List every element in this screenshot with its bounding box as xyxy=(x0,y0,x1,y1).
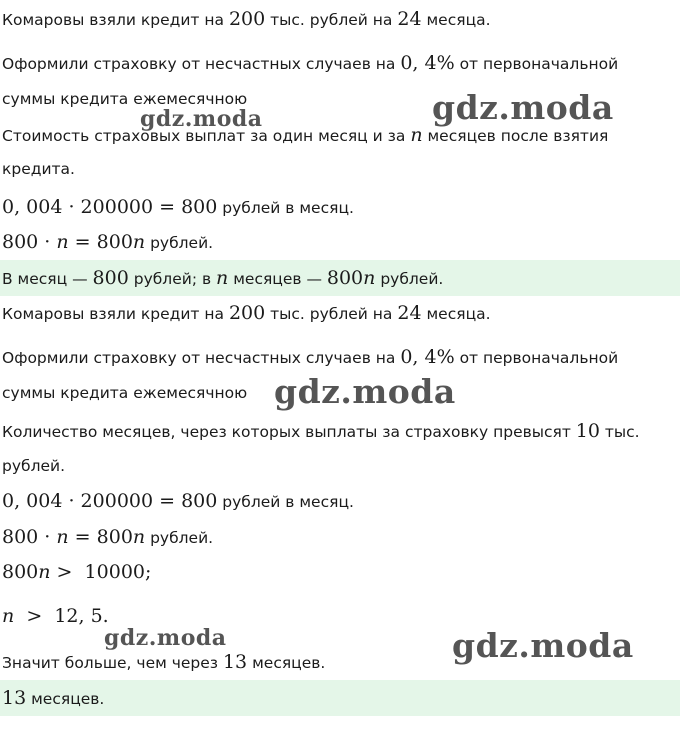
p2-calc1: 0, 004 · 200000 = 800 рублей в месяц. xyxy=(2,490,354,512)
p2-calc2: 800 · n = 800n рублей. xyxy=(2,526,214,548)
p2-ineq2: n > 12, 5. xyxy=(2,605,109,627)
watermark-logo: gdz.moda xyxy=(432,88,614,127)
p1-calc1: 0, 004 · 200000 = 800 рублей в месяц. xyxy=(2,196,354,218)
p1-insurance-cont: суммы кредита ежемесячною xyxy=(2,90,248,108)
p2-ineq1: 800n > 10000; xyxy=(2,561,152,583)
p1-calc2: 800 · n = 800n рублей. xyxy=(2,231,214,253)
p2-question: Количество месяцев, через которых выплаты за страховку превысят 10 тыс. xyxy=(2,420,640,442)
watermark-logo: gdz.moda xyxy=(452,626,634,665)
p1-condition: Комаровы взяли кредит на 200 тыс. рублей на 24 месяца. xyxy=(2,8,491,30)
p1-insurance: Оформили страховку от несчастных случаев на 0, 4% от первоначальной xyxy=(2,52,619,74)
watermark-logo: gdz.moda xyxy=(104,625,227,651)
watermark-logo: gdz.moda xyxy=(140,106,263,132)
p2-answer-box xyxy=(0,680,680,716)
p2-condition: Комаровы взяли кредит на 200 тыс. рублей на 24 месяца. xyxy=(2,302,491,324)
p2-question-cont: рублей. xyxy=(2,457,66,475)
p1-question: Стоимость страховых выплат за один месяц и за n месяцев после взятия xyxy=(2,124,609,146)
p2-conclusion: Значит больше, чем через 13 месяцев. xyxy=(2,651,326,673)
p1-question-cont: кредита. xyxy=(2,160,75,178)
p1-answer: В месяц — 800 рублей; в n месяцев — 800n рублей. xyxy=(2,267,444,289)
p2-insurance-cont: суммы кредита ежемесячною xyxy=(2,384,248,402)
p2-insurance: Оформили страховку от несчастных случаев на 0, 4% от первоначальной xyxy=(2,346,619,368)
watermark-logo: gdz.moda xyxy=(274,372,456,411)
p2-answer: 13 месяцев. xyxy=(2,687,105,709)
p1-answer-box xyxy=(0,260,680,296)
